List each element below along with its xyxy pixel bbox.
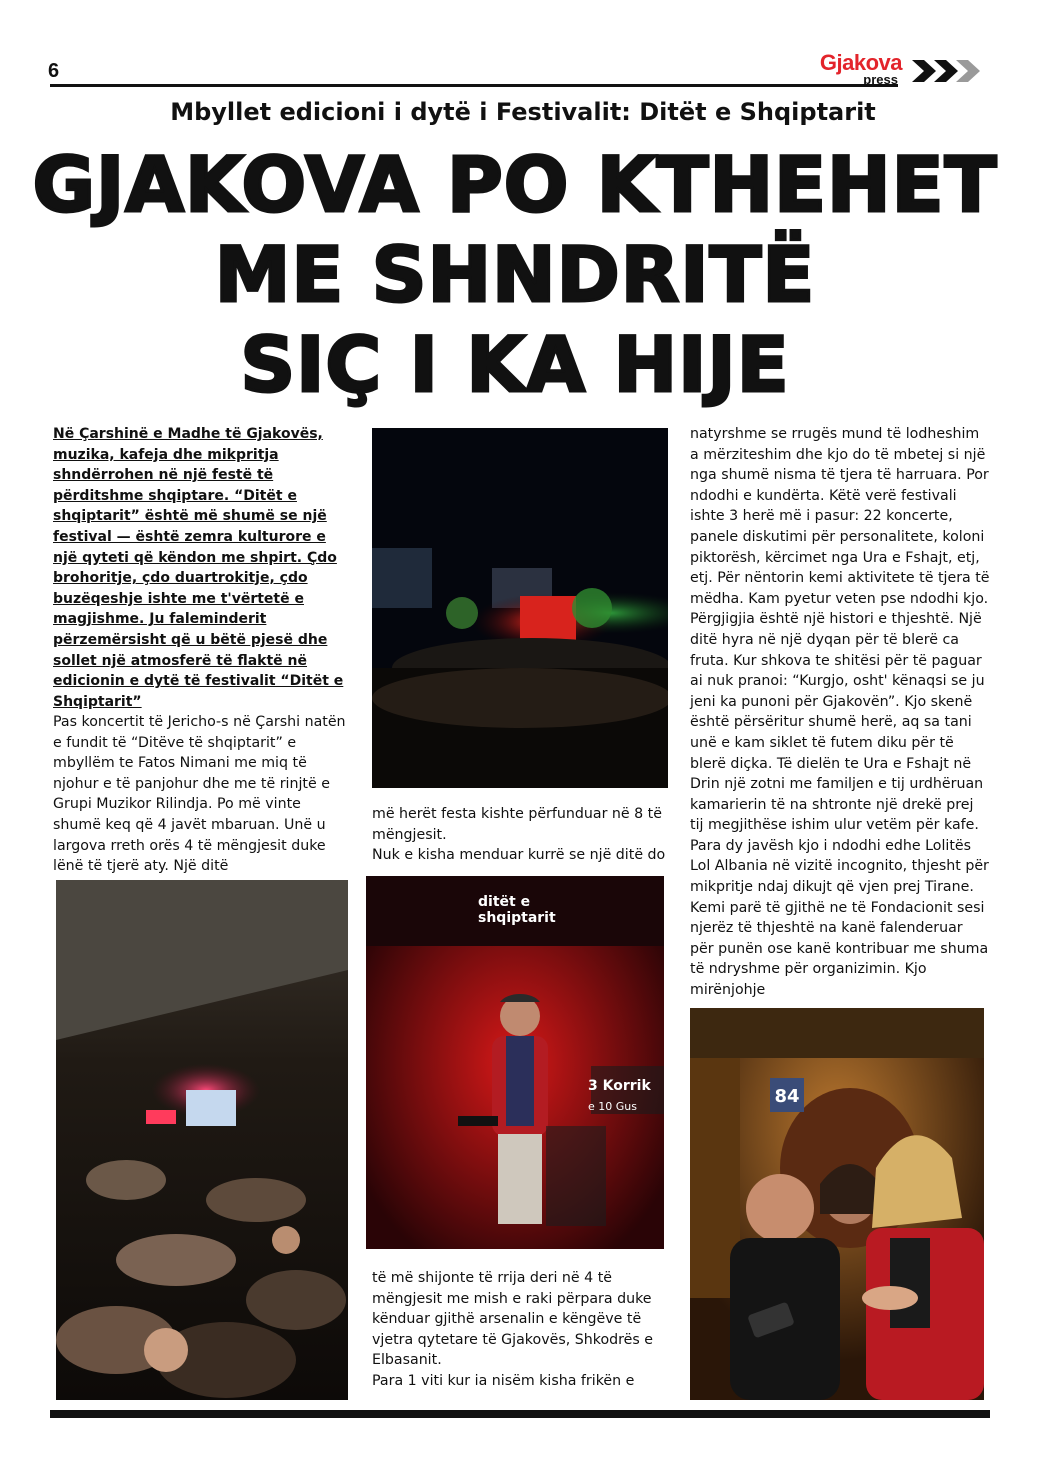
headline-line-2: ME SHNDRITË <box>214 230 816 319</box>
photo-crowd <box>56 880 348 1400</box>
masthead-logo <box>802 52 902 88</box>
singer-banner-line2: e 10 Gus <box>588 1100 637 1113</box>
singer-logo-line2: shqiptarit <box>478 910 556 926</box>
singer-banner-line1: 3 Korrik <box>588 1078 651 1094</box>
article-paragraph-1: Pas koncertit të Jericho-s në Çarshi natën e fundit të “Ditëve të shqiptarit” e mbyllëm te Fatos Nimani me miq të njohur e të panjohur dhe me të rinjtë e Grupi Muzikor Rilindja. Po më vinte shumë keq që 4 javët mbaruan. Unë u largova rreth orës 4 të mëngjesit duke lënë të tjerë aty. Një ditë <box>53 714 346 875</box>
masthead-sub: press <box>863 72 898 87</box>
page-number: 6 <box>48 60 60 82</box>
door-number: 84 <box>774 1086 800 1107</box>
photo-singer <box>366 876 664 1249</box>
kicker: Mbyllet edicioni i dytë i Festivalit: Ditët e Shqiptarit <box>170 98 876 126</box>
masthead-brand: Gjakova <box>819 50 902 75</box>
photo-friends-selfie <box>690 1008 984 1400</box>
headline-line-3: SIÇ I KA HIJE <box>240 320 790 409</box>
photo-outdoor-concert <box>372 428 668 788</box>
singer-logo-line1: ditët e <box>478 894 531 910</box>
chevrons-icon <box>910 56 990 86</box>
article-intro: Në Çarshinë e Madhe të Gjakovës, muzika, kafeja dhe mikpritja shndërrohen në një festë të përditshme shqiptare. “Ditët e shqiptarit” është më shumë se një festival — është zemra kulturore e një qyteti që këndon me shpirt. Çdo brohoritje, çdo duartrokitje, çdo buzëqeshje ishte me t'vërtetë e magjishme. Ju faleminderit përzemërsisht që u bëtë pjesë dhe sollet një atmosferë të flaktë në edicionin e dytë të festivalit “Ditët e Shqiptarit” <box>53 426 344 710</box>
article-mid-a: më herët festa kishte përfunduar në 8 të mëngjesit. Nuk e kisha menduar kurrë se një ditë do <box>372 806 666 864</box>
article-mid-b: të më shijonte të rrija deri në 4 të mëngjesit me mish e raki përpara duke kënduar gjithë arsenalin e këngëve të vjetra qytetare të Gjakovës, Shkodrës e Elbasanit. Para 1 viti kur ia nisëm kisha frikën e <box>372 1270 654 1389</box>
bottom-rule <box>50 1410 990 1418</box>
headline-line-1: GJAKOVA PO KTHEHET <box>32 140 998 229</box>
headline <box>0 140 1030 410</box>
top-rule <box>50 84 898 87</box>
article-column-3: natyrshme se rrugës mund të lodheshim a mërziteshim dhe kjo do të mbetej si një nga shumë nisma të tjera të harruara. Por ndodhi e kundërta. Këtë verë festivali ishte 3 herë më i pasur: 22 koncerte, panele diskutimi për personalitete, koloni piktorësh, kërcimet nga Ura e Fshajt, etj, etj. Për nëntorin kemi aktivitete të tjera të mëdha. Kam pyetur veten pse ndodhi kjo. Përgjigjia është një histori e thjeshtë. Një ditë hyra në një dyqan për të blerë ca fruta. Kur shkova te shitësi për të paguar ai nuk pranoi: “Kurgjo, osht' kënaqsi se ju jeni ka punoni për Gjakovën”. Kjo skenë është përsëritur shumë herë, aq sa tani unë e kam siklet të futem diku për të blerë diçka. Të dielën te Ura e Fshajt në Drin një zotni me familjen e tij urdhëruan kamarierin të na shtronte një drekë prej tij megjithëse ishim ulur vetëm për kafe. Para dy javësh kjo i ndodhi edhe Lolitës Lol Albania në vizitë incognito, thjesht për mikpritje ndaj dikujt që vjen prej Tirane. Kemi parë të gjithë ne të Fondacionit sesi njerëz të thjeshtë na kanë falenderuar për punën ose kanë kontribuar me shuma të ndryshme për organizimin. Kjo mirënjohje <box>690 426 990 999</box>
